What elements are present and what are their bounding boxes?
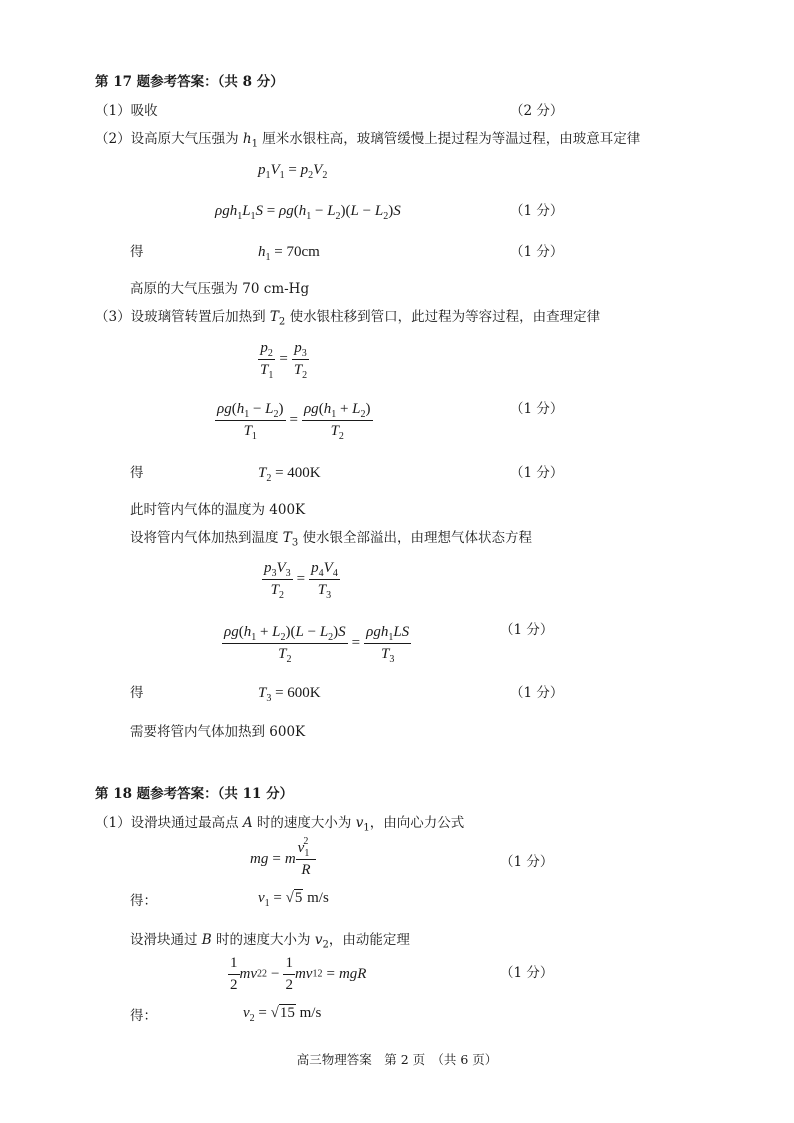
q17-equation-charles-expanded: $\frac{\rho g(h_1 - L_2)}{T_1}$ = $\frac{\rho g(h_1 + L_2)}{T_2}$: [217, 401, 371, 442]
q17-part3b-result-score: （1 分）: [510, 685, 564, 701]
q17-part1: （1）吸收: [95, 103, 158, 119]
q17-result-t2: $T_2 = 400K$: [258, 465, 321, 484]
q18-part1b-de: 得：: [130, 1008, 157, 1024]
q17-part2-result-score: （1 分）: [510, 244, 564, 260]
q18-equation-centripetal: mg = m $\frac{v_1^2}{R}$: [250, 840, 316, 879]
q17-part2-de: 得: [130, 244, 144, 260]
q18-part1-de: 得：: [130, 893, 157, 909]
q17-result-h1: $h_1 = 70cm$: [258, 244, 320, 263]
q17-part1-score: （2 分）: [510, 103, 564, 119]
q17-part3-eq-score: （1 分）: [510, 401, 564, 417]
q17-part3b-text: 设将管内气体加热到温度 $T_3$ 使水银全部溢出，由理想气体状态方程: [130, 530, 532, 549]
q17-part3b-de: 得: [130, 685, 144, 701]
q18-part1b-eq-score: （1 分）: [500, 965, 554, 981]
q17-part2-text: （2）设高原大气压强为 $h_1$ 厘米水银柱高，玻璃管缓慢上提过程为等温过程，由玻意耳定律: [95, 131, 641, 150]
q17-equation-ideal-gas-expanded: $\frac{\rho g(h_1 + L_2)(L - L_2)S}{T_2}$ = $\frac{\rho gh_1LS}{T_3}$: [224, 624, 410, 665]
q17-equation-charles: $\frac{p_2}{T_1}$ = $\frac{p_3}{T_2}$: [260, 340, 308, 381]
q17-part3-result-score: （1 分）: [510, 465, 564, 481]
q18-result-v1: $v_1 = √5$ m/s: [258, 890, 329, 909]
q18-result-v2: $v_2 = √15$ m/s: [243, 1005, 322, 1024]
q17-equation-pressure: $\rho gh_1L_1S = \rho g(h_1 - L_2)(L - L_2)S$: [215, 203, 401, 222]
q18-part1-text: （1）设滑块通过最高点 A 时的速度大小为 $v_1$，由向心力公式: [95, 815, 465, 834]
q17-part3b-conclusion: 需要将管内气体加热到 600K: [130, 724, 306, 740]
q17-equation-boyle: $p_1V_1 = p_2V_2$: [258, 162, 328, 181]
q17-part3b-eq-score: （1 分）: [500, 622, 554, 638]
q18-part1-eq-score: （1 分）: [500, 854, 554, 870]
q17-part2-conclusion: 高原的大气压强为 70 cm-Hg: [130, 281, 310, 297]
q17-result-t3: $T_3 = 600K$: [258, 685, 321, 704]
q17-part2-eq-score: （1 分）: [510, 203, 564, 219]
q18-equation-energy: $\frac{1}{2}$ mv22 − $\frac{1}{2}$ mv12 = mgR: [230, 955, 367, 993]
q17-header: 第 17 题参考答案：（共 8 分）: [95, 74, 284, 90]
page-footer: 高三物理答案 第 2 页 （共 6 页）: [296, 1052, 498, 1067]
q18-part1b-text: 设滑块通过 B 时的速度大小为 $v_2$，由动能定理: [130, 932, 410, 951]
q17-part3-conclusion: 此时管内气体的温度为 400K: [130, 502, 306, 518]
q17-part3-de: 得: [130, 465, 144, 481]
q17-part3-text: （3）设玻璃管转置后加热到 $T_2$ 使水银柱移到管口，此过程为等容过程，由查理定律: [95, 309, 601, 328]
q18-header: 第 18 题参考答案：（共 11 分）: [95, 786, 294, 802]
q17-equation-ideal-gas: $\frac{p_3V_3}{T_2}$ = $\frac{p_4V_4}{T_3}$: [264, 560, 338, 601]
